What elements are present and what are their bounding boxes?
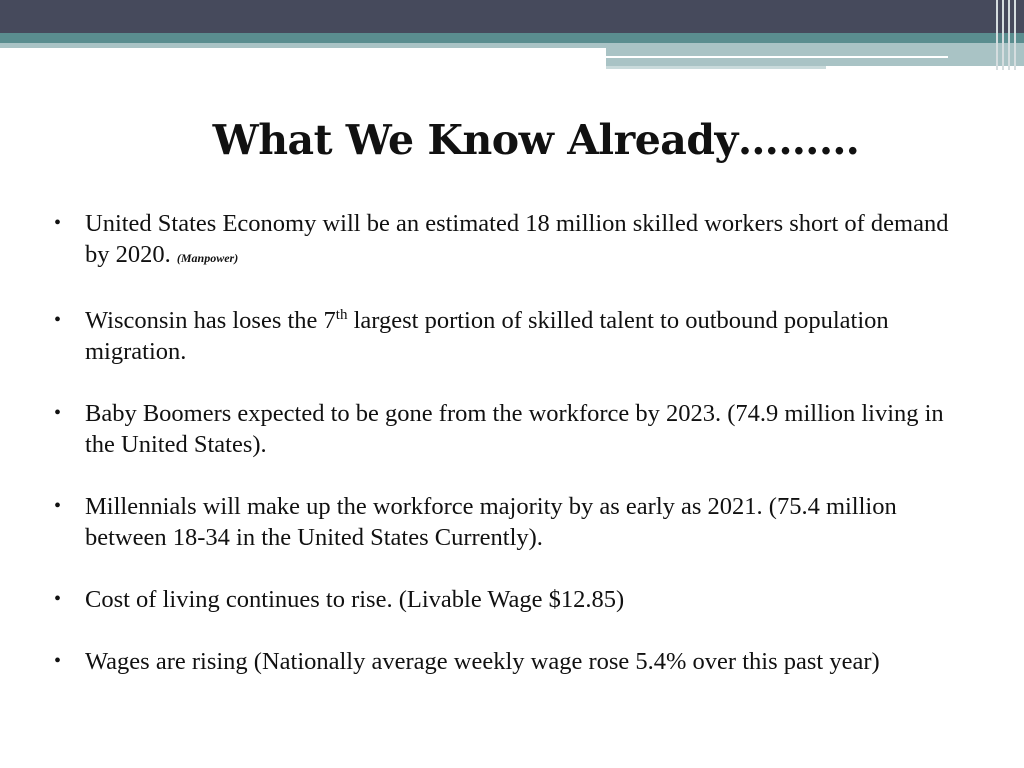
- edge-stripe: [1008, 0, 1010, 70]
- header-band-dark: [0, 0, 1024, 33]
- bullet-item: [50, 584, 970, 615]
- bullet-icon: •: [54, 212, 62, 234]
- bullet-icon: •: [54, 650, 62, 672]
- edge-stripe: [1014, 0, 1016, 70]
- header-band-teal: [0, 33, 1024, 43]
- bullet-item: [50, 646, 970, 677]
- bullet-text: Wages are rising (Nationally average weekly wage rose 5.4% over this past year): [85, 648, 880, 675]
- bullet-icon: •: [54, 309, 62, 331]
- edge-stripe: [1002, 0, 1004, 70]
- bullet-icon: •: [54, 402, 62, 424]
- bullet-list: [50, 208, 970, 708]
- bullet-icon: •: [54, 495, 62, 517]
- bullet-item: [50, 208, 970, 274]
- bullet-icon: •: [54, 588, 62, 610]
- bullet-text: Cost of living continues to rise. (Livable Wage $12.85): [85, 586, 625, 613]
- bullet-text: largest portion of skilled talent to outbound population migration.: [85, 307, 889, 365]
- bullet-text: Baby Boomers expected to be gone from the workforce by 2023. (74.9 million living in the United States).: [85, 400, 944, 458]
- bullet-citation: (Manpower): [176, 251, 239, 265]
- bullet-text: Millennials will make up the workforce majority by as early as 2021. (75.4 million between 18-34 in the United States Currently).: [85, 493, 897, 551]
- bullet-item: [50, 491, 970, 553]
- header-band-extension-bottom: [606, 66, 826, 69]
- header-band-extension-line: [606, 56, 948, 58]
- slide-title: What We Know Already………: [212, 116, 860, 164]
- bullet-item: [50, 398, 970, 460]
- bullet-item: [50, 305, 970, 367]
- bullet-text: United States Economy will be an estimated 18 million skilled workers short of demand by 2020.: [85, 210, 949, 268]
- bullet-superscript: th: [335, 307, 348, 323]
- edge-stripe: [996, 0, 998, 70]
- bullet-text: Wisconsin has loses the 7: [85, 307, 336, 334]
